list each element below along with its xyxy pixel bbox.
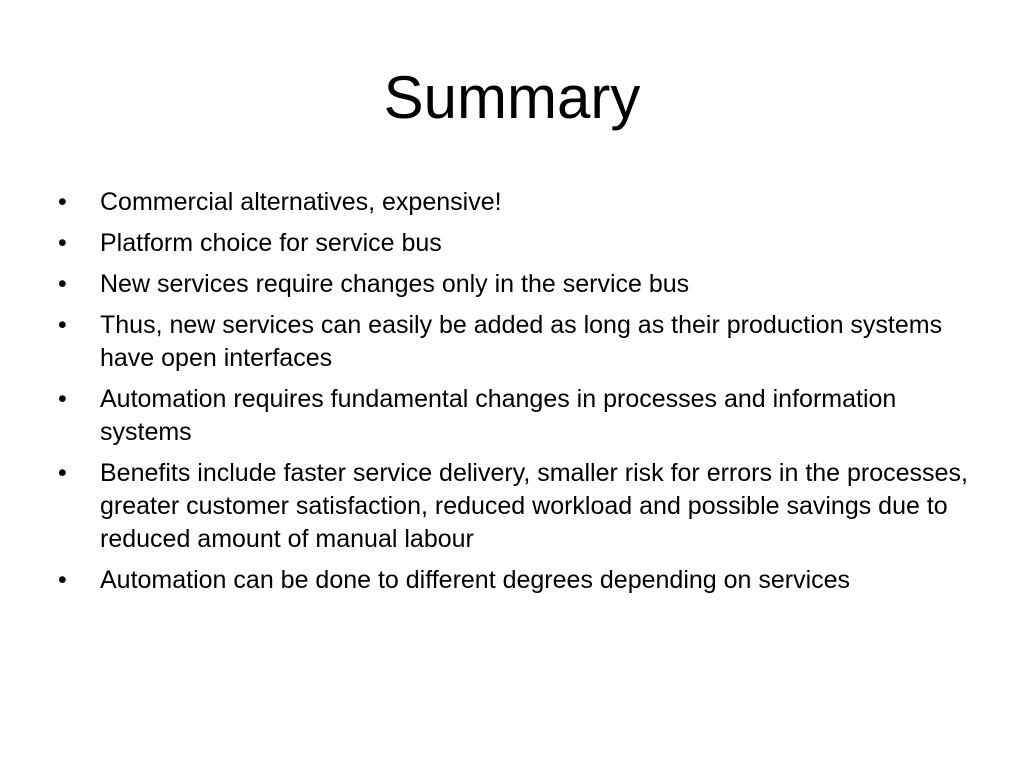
slide-title: Summary [383, 64, 641, 131]
bullet-icon: • [58, 385, 67, 413]
bullet-icon: • [58, 311, 67, 339]
bullet-item [58, 268, 968, 301]
bullet-item [58, 383, 968, 449]
bullet-text: Commercial alternatives, expensive! [100, 188, 502, 216]
bullet-item [58, 457, 968, 556]
bullet-icon: • [58, 459, 67, 487]
bullet-text: Automation can be done to different degrees depending on services [100, 566, 851, 594]
bullet-item [58, 564, 968, 597]
bullet-list [58, 186, 968, 605]
bullet-item [58, 227, 968, 260]
bullet-text: Platform choice for service bus [100, 229, 442, 257]
bullet-icon: • [58, 566, 67, 594]
bullet-icon: • [58, 270, 67, 298]
bullet-item [58, 309, 968, 375]
bullet-icon: • [58, 188, 67, 216]
bullet-item [58, 186, 968, 219]
bullet-icon: • [58, 229, 67, 257]
bullet-text: Automation requires fundamental changes in processes and information systems [100, 385, 897, 446]
bullet-text: New services require changes only in the service bus [100, 270, 690, 298]
bullet-text: Thus, new services can easily be added as long as their production systems have open interfaces [100, 311, 943, 372]
bullet-text: Benefits include faster service delivery, smaller risk for errors in the processes, greater customer satisfaction, reduced workload and possible savings due to reduced amount of manual labour [100, 459, 968, 553]
